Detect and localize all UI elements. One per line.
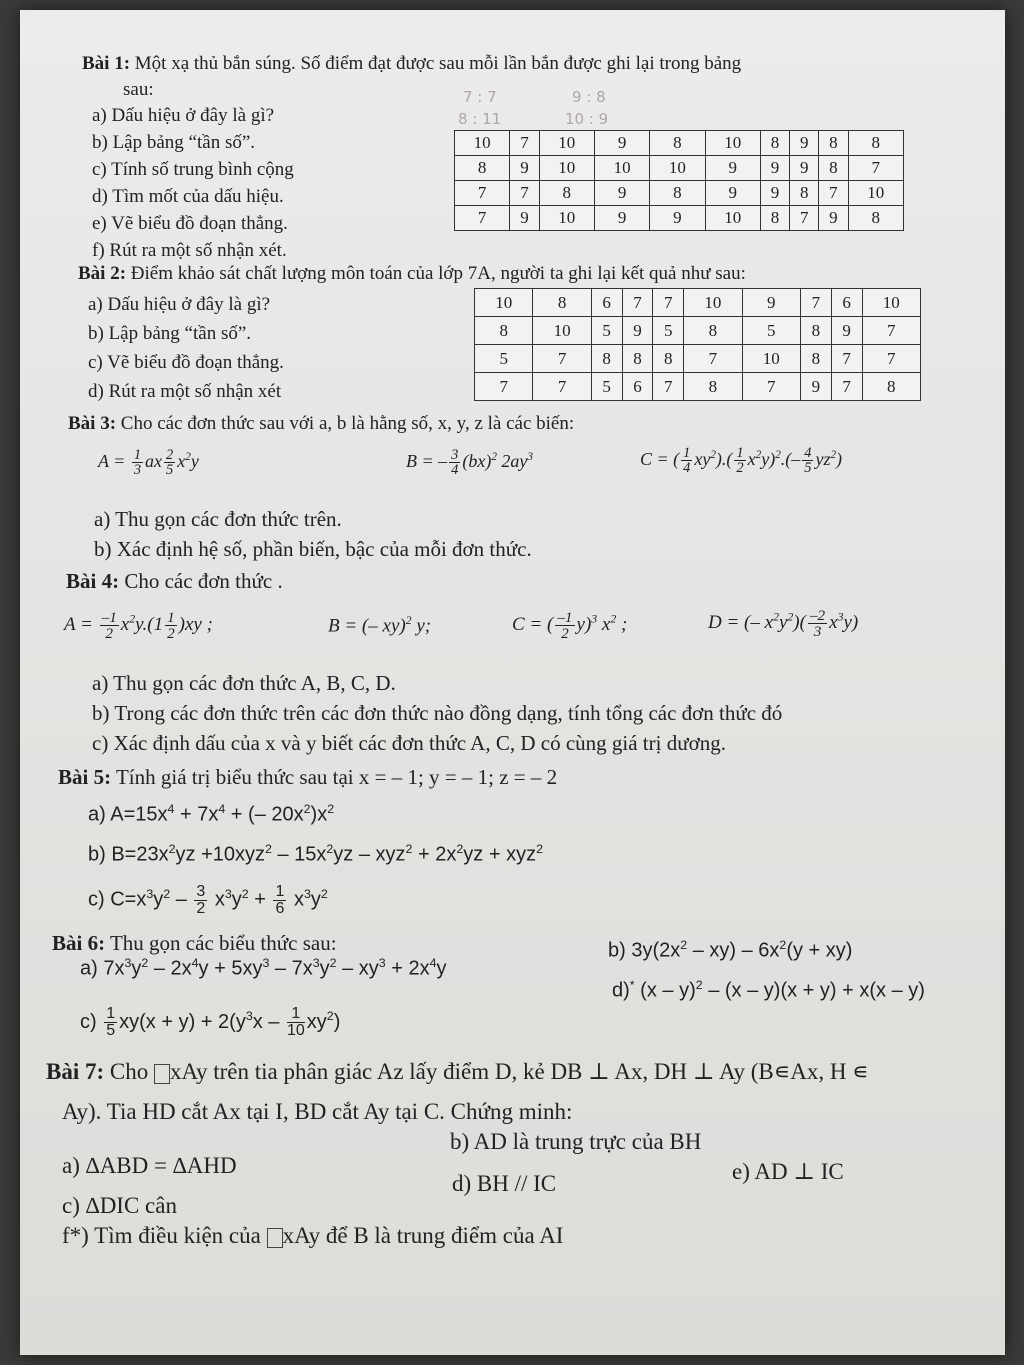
table-cell: 9 <box>594 206 649 231</box>
monomial-B: B = – $\frac{3}{4}$ (bx)$^2$ $2ay^3$ <box>406 447 533 479</box>
question-item: c) Vẽ biểu đồ đoạn thẳng. <box>88 352 284 373</box>
table-cell: 9 <box>510 156 539 181</box>
table-cell: 10 <box>684 289 742 317</box>
table-cell: 9 <box>819 206 848 231</box>
table-cell: 5 <box>591 317 622 345</box>
table-cell: 8 <box>455 156 510 181</box>
table-cell: 9 <box>831 317 862 345</box>
expression-b: b) $B=23x^2yz +10xyz^2 - 15x^2yz - xyz^2 + 2x^2yz + xyz^2$ <box>88 841 543 866</box>
bai5-heading: Bài 5: Tính giá trị biểu thức sau tại x = – 1; y = – 1; z = – 2 <box>58 765 558 789</box>
table-cell: 7 <box>862 317 920 345</box>
table-cell: 5 <box>742 317 800 345</box>
table-cell: 10 <box>533 317 591 345</box>
missing-angle-glyph <box>267 1228 283 1248</box>
bai6-heading: Bài 6: Thu gọn các biểu thức sau: <box>52 931 337 955</box>
table-cell: 9 <box>760 156 789 181</box>
table-cell: 9 <box>510 206 539 231</box>
table-cell: 5 <box>475 345 533 373</box>
table-cell: 7 <box>510 181 539 206</box>
handwritten-note: 7 : 7 <box>463 88 497 106</box>
bai7-part-a: a) ∆ABD = ∆AHD <box>62 1153 237 1178</box>
table-cell: 8 <box>591 345 622 373</box>
table-cell: 9 <box>800 373 831 401</box>
bai7-part-b: b) AD là trung trực của BH <box>450 1129 702 1154</box>
table-cell: 9 <box>650 206 705 231</box>
table-cell: 10 <box>650 156 705 181</box>
table-cell: 6 <box>622 373 653 401</box>
table-cell: 7 <box>790 206 819 231</box>
worksheet-page <box>20 10 1005 1355</box>
table-cell: 8 <box>653 345 684 373</box>
table-cell: 8 <box>800 317 831 345</box>
question-item: b) Lập bảng “tần số”. <box>88 323 252 344</box>
table-cell: 7 <box>653 373 684 401</box>
table-cell: 7 <box>848 156 903 181</box>
question-item: b) Lập bảng “tần số”. <box>92 132 256 153</box>
table-cell: 8 <box>760 206 789 231</box>
bai5-expressions <box>88 792 543 917</box>
bai7-part-c: c) ∆DIC cân <box>62 1193 177 1218</box>
table-cell: 5 <box>653 317 684 345</box>
table-cell: 10 <box>705 131 760 156</box>
question-item: d) Tìm mốt của dấu hiệu. <box>92 186 284 207</box>
table-cell: 10 <box>594 156 649 181</box>
table-cell: 7 <box>742 373 800 401</box>
table-cell: 9 <box>594 131 649 156</box>
table-cell: 8 <box>819 156 848 181</box>
table-cell: 8 <box>650 131 705 156</box>
expression-6b: b) $3y(2x^2 - xy) - 6x^2(y + xy)$ <box>608 938 853 962</box>
question-item: b) Xác định hệ số, phần biến, bậc của mỗi đơn thức. <box>94 537 532 561</box>
table-cell: 7 <box>475 373 533 401</box>
bai7-part-e: e) AD ⊥ IC <box>732 1159 844 1184</box>
table-cell: 7 <box>800 289 831 317</box>
bai1-heading: Bài 1: Một xạ thủ bắn súng. Số điểm đạt được sau mỗi lần bắn được ghi lại trong bảng <box>82 53 742 74</box>
question-item: c) Xác định dấu của x và y biết các đơn thức A, C, D có cùng giá trị dương. <box>92 731 726 755</box>
bai3-heading: Bài 3: Cho các đơn thức sau với a, b là hằng số, x, y, z là các biến: <box>68 413 575 434</box>
handwritten-note: 8 : 11 <box>458 110 502 128</box>
question-item: b) Trong các đơn thức trên các đơn thức nào đồng dạng, tính tổng các đơn thức đó <box>92 701 783 725</box>
monomial-D4: D = (– $x^2y^2$)( $\frac{-2}{3}$ $x^3y$) <box>708 607 859 641</box>
table-cell: 8 <box>684 373 742 401</box>
table-row <box>475 289 921 317</box>
bai1-questions <box>92 102 294 264</box>
question-item: a) Dấu hiệu ở đây là gì? <box>92 105 275 126</box>
table-row <box>475 317 921 345</box>
table-row <box>455 181 904 206</box>
bai1-score-table <box>454 130 904 231</box>
table-cell: 8 <box>848 206 903 231</box>
table-row <box>455 131 904 156</box>
table-cell: 7 <box>831 345 862 373</box>
expression-a: a) $A=15x^4 + 7x^4$ + (– $20x^2)x^2$ <box>88 802 335 826</box>
table-cell: 8 <box>790 181 819 206</box>
table-cell: 7 <box>622 289 653 317</box>
table-cell: 9 <box>742 289 800 317</box>
table-cell: 8 <box>819 131 848 156</box>
bai4-questions <box>92 668 782 758</box>
bai7-line2: Ay). Tia HD cắt Ax tại I, BD cắt Ay tại C. Chứng minh: <box>62 1099 573 1124</box>
table-cell: 7 <box>455 206 510 231</box>
question-item: a) Thu gọn các đơn thức A, B, C, D. <box>92 671 396 695</box>
missing-angle-glyph <box>154 1064 170 1084</box>
table-row <box>455 156 904 181</box>
expression-6c: c) $\frac{1}{5}$ $xy(x + y) + 2(y^3x$ – $\frac{1}{10}$ $xy^2$) <box>80 1005 341 1039</box>
bai3-questions <box>94 504 532 564</box>
table-cell: 8 <box>533 289 591 317</box>
expression-c: c) $C=x^3y^2$ – $\frac{3}{2}$ $x^3y^2$ + $\frac{1}{6}$ $x^3y^2$ <box>88 883 328 918</box>
bai7-heading: Bài 7: Cho xAy trên tia phân giác Az lấy điểm D, kẻ DB ⊥ Ax, DH ⊥ Ay (B∊Ax, H ∊ <box>46 1059 869 1084</box>
bai2-score-table <box>474 288 921 401</box>
question-item: c) Tính số trung bình cộng <box>92 159 294 180</box>
table-cell: 9 <box>790 156 819 181</box>
table-row <box>475 373 921 401</box>
table-cell: 10 <box>862 289 920 317</box>
question-item: f) Rút ra một số nhận xét. <box>92 240 287 261</box>
question-item: e) Vẽ biểu đồ đoạn thẳng. <box>92 213 288 234</box>
table-cell: 9 <box>705 181 760 206</box>
table-cell: 10 <box>539 206 594 231</box>
table-row <box>455 206 904 231</box>
table-cell: 8 <box>848 131 903 156</box>
bai7-part-d: d) BH // IC <box>452 1171 557 1196</box>
table-cell: 10 <box>848 181 903 206</box>
table-cell: 6 <box>831 289 862 317</box>
table-cell: 10 <box>539 131 594 156</box>
table-cell: 8 <box>800 345 831 373</box>
table-cell: 10 <box>705 206 760 231</box>
bai1-intro-cont: sau: <box>123 79 154 100</box>
question-item: d) Rút ra một số nhận xét <box>88 381 282 402</box>
expression-6a: a) $7x^3y^2 - 2x^4y + 5xy^3 - 7x^3y^2 - xy^3 + 2x^4y$ <box>80 956 447 980</box>
table-cell: 5 <box>591 373 622 401</box>
table-cell: 9 <box>705 156 760 181</box>
monomial-B4: B = (– xy)$^2$ y; <box>328 614 432 637</box>
table-cell: 8 <box>760 131 789 156</box>
table-cell: 8 <box>684 317 742 345</box>
monomial-A4: A = $\frac{-1}{2}$ $x^2y.(1$ $\frac{1}{2}$ )xy ; <box>64 609 213 643</box>
table-cell: 10 <box>539 156 594 181</box>
table-cell: 7 <box>653 289 684 317</box>
table-cell: 10 <box>455 131 510 156</box>
table-cell: 9 <box>594 181 649 206</box>
monomial-A: A = $\frac{1}{3}$ ax $\frac{2}{5}$ $x^2y$ <box>98 447 199 479</box>
table-cell: 7 <box>819 181 848 206</box>
bai7-part-f: f*) Tìm điều kiện của xAy để B là trung điểm của AI <box>62 1223 564 1248</box>
table-cell: 8 <box>650 181 705 206</box>
bai2-questions <box>88 290 284 406</box>
bai4-heading: Bài 4: Cho các đơn thức . <box>66 569 283 593</box>
table-cell: 10 <box>475 289 533 317</box>
table-cell: 7 <box>533 373 591 401</box>
table-cell: 9 <box>622 317 653 345</box>
table-cell: 8 <box>539 181 594 206</box>
table-cell: 7 <box>510 131 539 156</box>
table-cell: 7 <box>684 345 742 373</box>
table-cell: 7 <box>831 373 862 401</box>
question-item: a) Dấu hiệu ở đây là gì? <box>88 294 271 315</box>
table-cell: 7 <box>455 181 510 206</box>
question-item: a) Thu gọn các đơn thức trên. <box>94 507 342 531</box>
handwritten-note: 10 : 9 <box>565 110 609 128</box>
table-cell: 6 <box>591 289 622 317</box>
table-cell: 9 <box>760 181 789 206</box>
table-cell: 7 <box>862 345 920 373</box>
table-cell: 8 <box>622 345 653 373</box>
bai2-heading: Bài 2: Điểm khảo sát chất lượng môn toán của lớp 7A, người ta ghi lại kết quả như sau: <box>78 263 746 284</box>
monomial-C4: C = ( $\frac{-1}{2}$ y)$^3$ $x^2$ ; <box>512 609 628 643</box>
table-cell: 9 <box>790 131 819 156</box>
table-row <box>475 345 921 373</box>
monomial-C: C = ( $\frac{1}{4}$ $xy^2$).( $\frac{1}{2}$ $x^2y)^2.(-$ $\frac{4}{5}$ $yz^2$) <box>640 445 843 477</box>
expression-6d: d)* (x – y)$^2$ – (x – y)(x + y) + x(x – y) <box>612 978 925 1002</box>
handwritten-note: 9 : 8 <box>572 88 606 106</box>
table-cell: 10 <box>742 345 800 373</box>
table-cell: 8 <box>475 317 533 345</box>
table-cell: 7 <box>533 345 591 373</box>
table-cell: 8 <box>862 373 920 401</box>
